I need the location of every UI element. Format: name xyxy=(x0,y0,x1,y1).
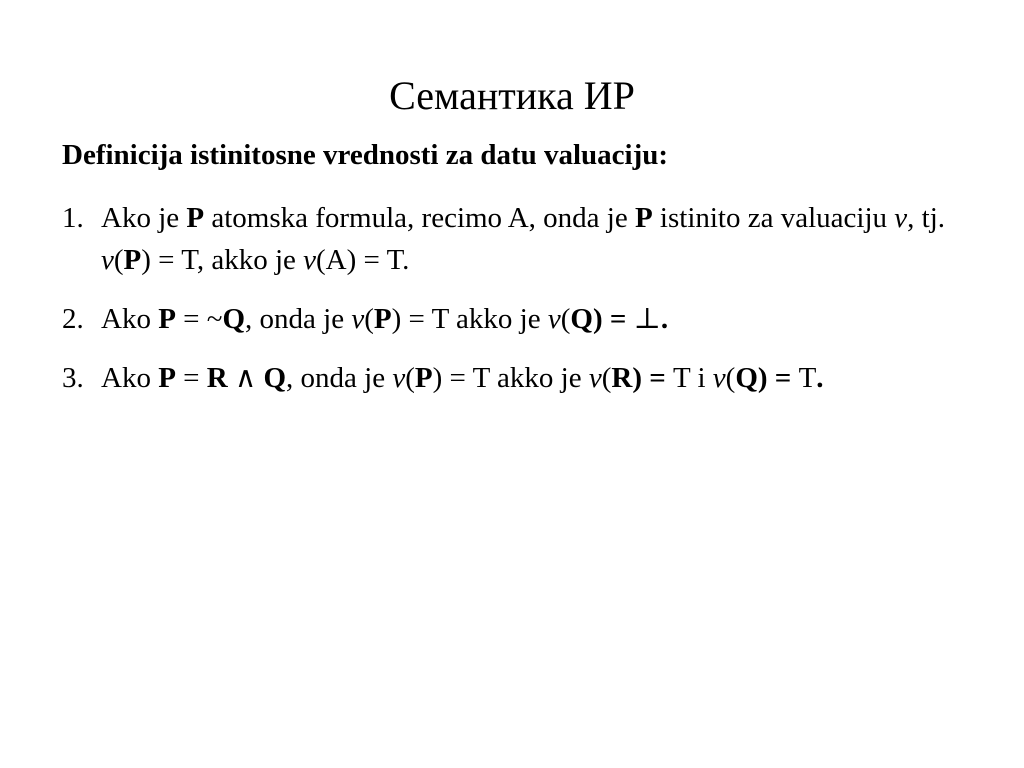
italic-text: v xyxy=(712,362,726,394)
bold-text: Q xyxy=(570,303,593,335)
italic-text: v xyxy=(588,362,602,394)
bold-text: P xyxy=(634,202,653,234)
text-run: ) = T akko je xyxy=(432,362,589,394)
bold-text: P xyxy=(414,362,433,394)
definition-item-3 xyxy=(62,357,962,399)
text-run: ( xyxy=(725,362,736,394)
bold-text: Q xyxy=(735,362,758,394)
item-text xyxy=(101,202,945,276)
italic-text: v xyxy=(894,202,908,234)
bold-text: P xyxy=(373,303,392,335)
bold-text: P xyxy=(158,362,176,394)
bold-text: R xyxy=(206,362,228,394)
text-run: Ako je xyxy=(101,202,187,234)
text-run: T i xyxy=(673,362,713,394)
item-number: 1. xyxy=(62,202,84,234)
definition-heading: Definicija istinitosne vrednosti za datu valuaciju: xyxy=(62,139,669,171)
item-text xyxy=(101,303,668,335)
definition-list xyxy=(62,197,962,416)
bold-text: ) = xyxy=(592,303,634,335)
italic-text: v xyxy=(351,303,365,335)
text-run: ( xyxy=(405,362,415,394)
text-run: = xyxy=(175,362,207,394)
item-number: 3. xyxy=(62,362,84,394)
bold-text: ) = xyxy=(632,362,674,394)
text-run: ( xyxy=(560,303,571,335)
bold-text: Q xyxy=(263,362,287,394)
bold-text: P xyxy=(186,202,205,234)
definition-item-1 xyxy=(62,197,962,281)
text-run: istinito za valuaciju xyxy=(652,202,895,234)
text-run: ( xyxy=(364,303,374,335)
bold-text: R xyxy=(611,362,633,394)
definition-item-2 xyxy=(62,298,962,340)
bold-text: P xyxy=(123,244,142,276)
text-run: ( xyxy=(601,362,612,394)
italic-text: v xyxy=(101,244,114,276)
italic-text: v xyxy=(392,362,406,394)
text-run: , onda je xyxy=(286,362,393,394)
italic-text: v xyxy=(547,303,561,335)
bold-text: . xyxy=(816,362,824,394)
text-run: ( xyxy=(113,244,124,276)
slide-title: Семантика ИР xyxy=(389,73,635,118)
bold-text: ) = xyxy=(757,362,799,394)
bold-text: P xyxy=(158,303,176,335)
bold-text: . xyxy=(660,303,669,335)
item-text xyxy=(101,362,824,394)
text-run: Ako xyxy=(101,303,159,335)
text-run: atomska formula, recimo A, onda je xyxy=(204,202,635,234)
text-run: ) = T, akko je xyxy=(141,244,304,276)
italic-text: v xyxy=(303,244,316,276)
item-number: 2. xyxy=(62,303,84,335)
text-run: = ~ xyxy=(175,303,223,335)
text-run: , onda je xyxy=(245,303,352,335)
text-run: Ako xyxy=(101,362,159,394)
text-run: T xyxy=(798,362,817,394)
text-run: ) = T akko je xyxy=(391,303,548,335)
bold-text: Q xyxy=(222,303,246,335)
text-run: ∧ xyxy=(227,362,264,394)
text-run: (A) = T. xyxy=(316,244,410,276)
text-run: ⊥ xyxy=(633,303,661,335)
text-run: , tj. xyxy=(907,202,946,234)
